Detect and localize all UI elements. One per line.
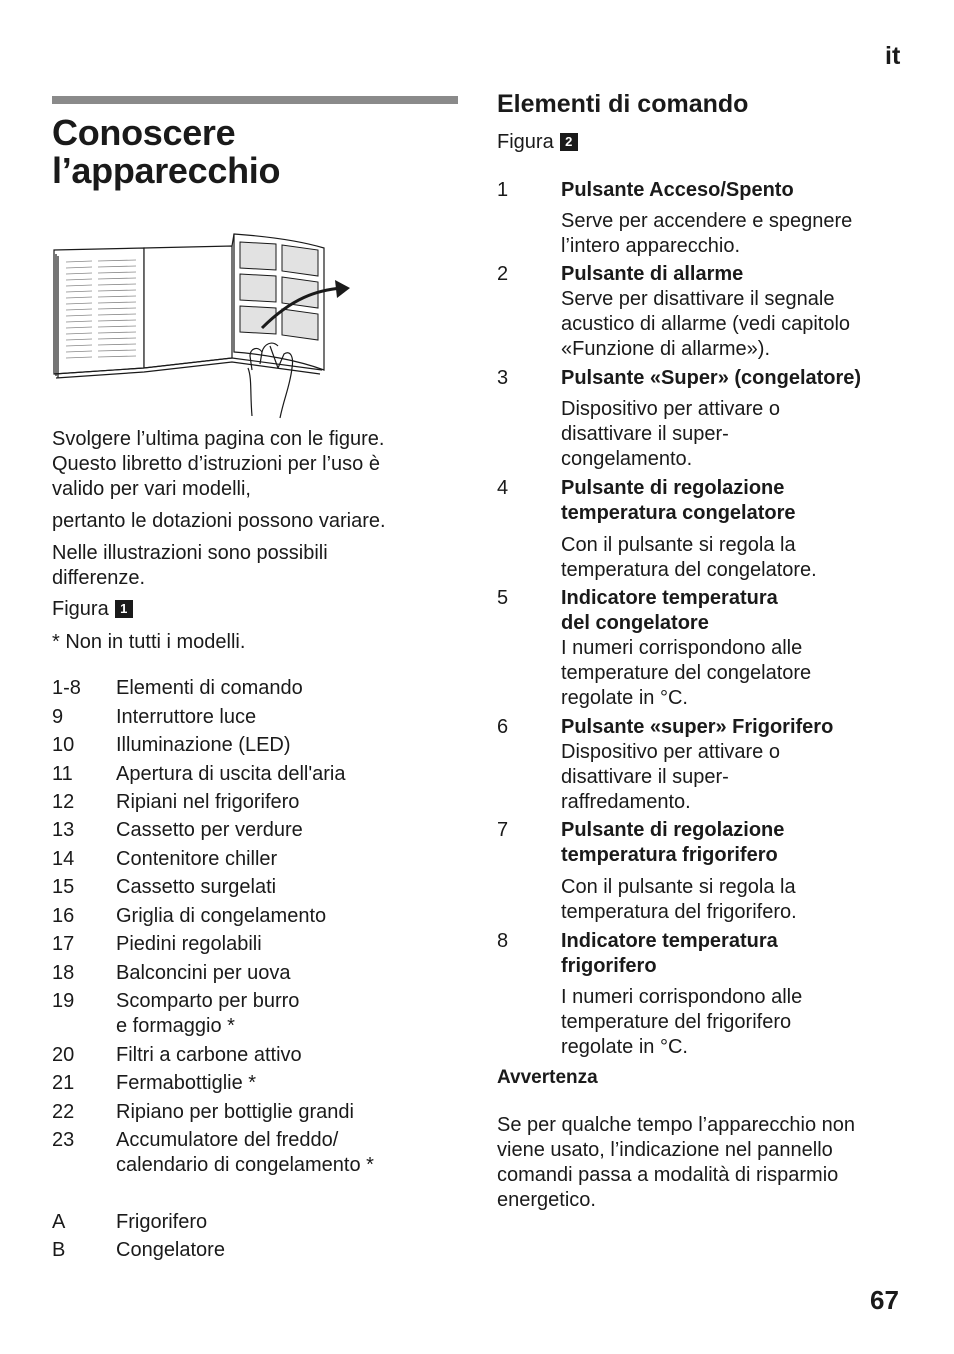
item-number: 14 [52, 848, 75, 870]
item-number: 21 [52, 1072, 75, 1094]
section-title: Elementi di comando [497, 90, 749, 118]
item-number: 18 [52, 962, 75, 984]
item-number: 12 [52, 791, 75, 813]
item-text: Congelatore [116, 1239, 225, 1261]
section-rule [52, 96, 458, 104]
item-text: Apertura di uscita dell'aria [116, 763, 346, 785]
intro-paragraph-3: Nelle illustrazioni sono possibili differenze. [52, 542, 328, 589]
item-text: Cassetto surgelati [116, 876, 277, 898]
item-number: 10 [52, 734, 75, 756]
item-title: Pulsante di allarme [561, 263, 744, 285]
item-number: 22 [52, 1101, 75, 1123]
figure-reference [52, 597, 133, 622]
item-number: 15 [52, 876, 75, 898]
item-text: Griglia di congelamento [116, 905, 327, 927]
item-number: 16 [52, 905, 75, 927]
item-description: Con il pulsante si regola la temperatura del congelatore. [561, 534, 817, 581]
figure-number-badge: 1 [115, 600, 133, 618]
item-description: Serve per accendere e spegnere l’intero apparecchio. [561, 210, 853, 257]
figure-reference [497, 130, 578, 155]
item-number: 2 [497, 263, 509, 285]
item-title: Pulsante «super» Frigorifero [561, 716, 834, 738]
item-title: Indicatore temperatura frigorifero [561, 930, 778, 977]
page-number: 67 [870, 1285, 899, 1315]
item-text: Interruttore luce [116, 706, 257, 728]
item-number: A [52, 1211, 66, 1233]
item-number: 1 [497, 179, 509, 201]
item-text: Balconcini per uova [116, 962, 291, 984]
item-number: B [52, 1239, 66, 1261]
item-number: 6 [497, 716, 509, 738]
item-number: 4 [497, 477, 509, 499]
item-text: Illuminazione (LED) [116, 734, 291, 756]
item-description: I numeri corrispondono alle temperature del congelatore regolate in °C. [561, 637, 812, 709]
item-number: 9 [52, 706, 64, 728]
figure-label: Figura [52, 598, 109, 620]
item-number: 23 [52, 1129, 75, 1151]
item-text: Piedini regolabili [116, 933, 262, 955]
figure-label: Figura [497, 131, 554, 153]
item-number: 1-8 [52, 677, 81, 699]
language-tag: it [885, 42, 901, 70]
intro-paragraph-2: pertanto le dotazioni possono variare. [52, 510, 386, 532]
item-description: Serve per disattivare il segnale acustico di allarme (vedi capitolo «Funzione di allarme»). [561, 288, 851, 360]
item-number: 17 [52, 933, 75, 955]
item-text: Filtri a carbone attivo [116, 1044, 302, 1066]
item-text: Frigorifero [116, 1211, 208, 1233]
item-number: 8 [497, 930, 509, 952]
manual-illustration [52, 228, 362, 423]
item-number: 19 [52, 990, 75, 1012]
item-title: Pulsante «Super» (congelatore) [561, 367, 862, 389]
item-text: Contenitore chiller [116, 848, 278, 870]
models-note: * Non in tutti i modelli. [52, 631, 246, 653]
item-description: I numeri corrispondono alle temperature del frigorifero regolate in °C. [561, 986, 803, 1058]
item-title: Pulsante di regolazione temperatura frigorifero [561, 819, 785, 866]
intro-paragraph: Svolgere l’ultima pagina con le figure. Questo libretto d’istruzioni per l’uso è valido per vari modelli, [52, 428, 385, 500]
figure-number-badge: 2 [560, 133, 578, 151]
item-description: Con il pulsante si regola la temperatura del frigorifero. [561, 876, 797, 923]
page-title: Conoscere l’apparecchio [52, 112, 281, 191]
item-number: 20 [52, 1044, 75, 1066]
item-text: Ripiani nel frigorifero [116, 791, 300, 813]
item-number: 3 [497, 367, 509, 389]
item-title: Pulsante di regolazione temperatura congelatore [561, 477, 796, 524]
note-text: Se per qualche tempo l’apparecchio non viene usato, l’indicazione nel pannello comandi passa a modalità di risparmio energetico. [497, 1114, 856, 1211]
note-title: Avvertenza [497, 1067, 598, 1088]
item-number: 11 [52, 763, 73, 785]
item-description: Dispositivo per attivare o disattivare il super-raffredamento. [561, 741, 780, 813]
item-text: Cassetto per verdure [116, 819, 303, 841]
item-text: Fermabottiglie * [116, 1072, 257, 1094]
item-title: Pulsante Acceso/Spento [561, 179, 794, 201]
item-text: Ripiano per bottiglie grandi [116, 1101, 354, 1123]
item-number: 5 [497, 587, 509, 609]
item-description: Dispositivo per attivare o disattivare il super-congelamento. [561, 398, 780, 470]
item-title: Indicatore temperatura del congelatore [561, 587, 778, 634]
item-number: 13 [52, 819, 75, 841]
item-text: Accumulatore del freddo/ calendario di congelamento * [116, 1129, 374, 1176]
item-text: Scomparto per burro e formaggio * [116, 990, 300, 1037]
item-text: Elementi di comando [116, 677, 303, 699]
item-number: 7 [497, 819, 509, 841]
